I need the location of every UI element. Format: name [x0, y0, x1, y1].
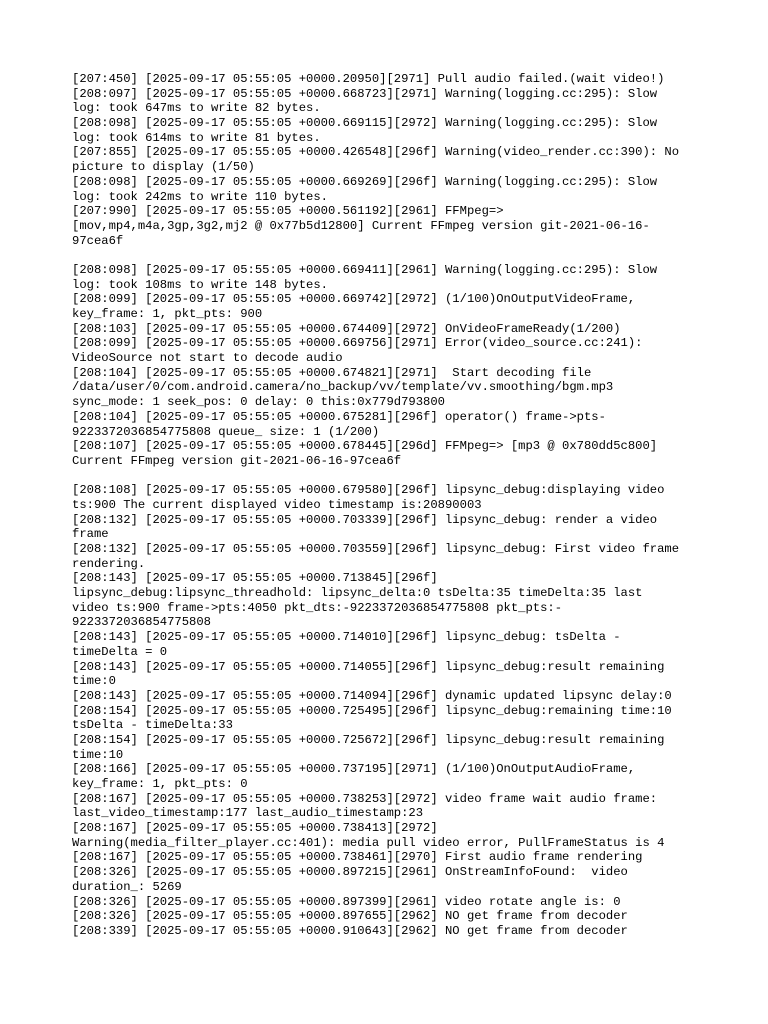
log-line: tsDelta - timeDelta:33: [72, 718, 233, 733]
log-line: [208:167] [2025-09-17 05:55:05 +0000.738461][2970] First audio frame rendering: [72, 850, 643, 865]
log-line: 9223372036854775808: [72, 615, 211, 630]
log-line: key_frame: 1, pkt_pts: 0: [72, 777, 248, 791]
log-line: lipsync_debug:lipsync_threadhold: lipsync_delta:0 tsDelta:35 timeDelta:35 last: [72, 586, 643, 601]
log-line: [208:103] [2025-09-17 05:55:05 +0000.674409][2972] OnVideoFrameReady(1/200): [72, 321, 621, 336]
log-line: [208:099] [2025-09-17 05:55:05 +0000.669756][2971] Error(video_source.cc:241):: [72, 336, 643, 351]
log-line: [208:167] [2025-09-17 05:55:05 +0000.738413][2972]: [72, 821, 438, 836]
log-line: [208:326] [2025-09-17 05:55:05 +0000.897399][2961] video rotate angle is: 0: [72, 894, 621, 909]
log-line: [208:104] [2025-09-17 05:55:05 +0000.675281][296f] operator() frame->pts-: [72, 409, 606, 424]
log-line: rendering.: [72, 556, 146, 571]
log-line: [208:154] [2025-09-17 05:55:05 +0000.725672][296f] lipsync_debug:result remaining: [72, 732, 665, 747]
log-line: [208:154] [2025-09-17 05:55:05 +0000.725495][296f] lipsync_debug:remaining time:10: [72, 703, 672, 718]
log-line: 97cea6f: [72, 233, 124, 248]
log-line: log: took 108ms to write 148 bytes.: [72, 277, 328, 292]
log-line: [208:104] [2025-09-17 05:55:05 +0000.674821][2971] Start decoding file: [72, 365, 592, 380]
log-line: [208:098] [2025-09-17 05:55:05 +0000.669269][296f] Warning(logging.cc:295): Slow: [72, 174, 658, 189]
log-line: log: took 647ms to write 82 bytes.: [72, 101, 321, 116]
log-line: [208:099] [2025-09-17 05:55:05 +0000.669742][2972] (1/100)OnOutputVideoFrame,: [72, 292, 636, 307]
log-line: [208:097] [2025-09-17 05:55:05 +0000.668723][2971] Warning(logging.cc:295): Slow: [72, 86, 658, 101]
log-line: [208:167] [2025-09-17 05:55:05 +0000.738253][2972] video frame wait audio frame:: [72, 791, 658, 806]
log-line: Current FFmpeg version git-2021-06-16-97cea6f: [72, 453, 402, 468]
log-line: log: took 242ms to write 110 bytes.: [72, 189, 328, 204]
log-line: [208:107] [2025-09-17 05:55:05 +0000.678445][296d] FFMpeg=> [mp3 @ 0x780dd5c800]: [72, 439, 658, 454]
log-line: time:0: [72, 674, 116, 689]
log-page: [72, 72, 712, 939]
log-line: Warning(media_filter_player.cc:401): media pull video error, PullFrameStatus is 4: [72, 835, 665, 850]
log-line: VideoSource not start to decode audio: [72, 351, 343, 366]
log-line: 9223372036854775808 queue_ size: 1 (1/200): [72, 424, 380, 439]
log-line: ts:900 The current displayed video timestamp is:20890003: [72, 497, 482, 512]
log-line: picture to display (1/50): [72, 160, 255, 175]
log-line: [207:855] [2025-09-17 05:55:05 +0000.426548][296f] Warning(video_render.cc:390): No: [72, 145, 680, 160]
log-line: [208:108] [2025-09-17 05:55:05 +0000.679580][296f] lipsync_debug:displaying video: [72, 483, 665, 498]
log-line: [208:143] [2025-09-17 05:55:05 +0000.714055][296f] lipsync_debug:result remaining: [72, 659, 665, 674]
blank-line: [72, 248, 712, 263]
blank-line: [72, 469, 712, 484]
log-line: [208:326] [2025-09-17 05:55:05 +0000.897655][2962] NO get frame from decoder: [72, 909, 628, 924]
log-line: [208:098] [2025-09-17 05:55:05 +0000.669115][2972] Warning(logging.cc:295): Slow: [72, 116, 658, 131]
log-line: [208:143] [2025-09-17 05:55:05 +0000.714010][296f] lipsync_debug: tsDelta -: [72, 630, 621, 645]
log-line: key_frame: 1, pkt_pts: 900: [72, 307, 263, 321]
log-line: last_video_timestamp:177 last_audio_timestamp:23: [72, 806, 424, 821]
log-line: log: took 614ms to write 81 bytes.: [72, 130, 321, 145]
log-line: sync_mode: 1 seek_pos: 0 delay: 0 this:0x779d793800: [72, 395, 445, 410]
log-line: [208:143] [2025-09-17 05:55:05 +0000.714094][296f] dynamic updated lipsync delay:0: [72, 688, 672, 703]
log-line: [208:339] [2025-09-17 05:55:05 +0000.910643][2962] NO get frame from decoder: [72, 923, 628, 938]
log-line: [208:132] [2025-09-17 05:55:05 +0000.703559][296f] lipsync_debug: First video frame: [72, 542, 680, 556]
log-line: frame: [72, 527, 109, 542]
log-line: duration_: 5269: [72, 879, 182, 894]
log-line: [208:132] [2025-09-17 05:55:05 +0000.703339][296f] lipsync_debug: render a video: [72, 512, 658, 527]
log-line: [207:450] [2025-09-17 05:55:05 +0000.20950][2971] Pull audio failed.(wait video!): [72, 72, 665, 86]
log-line: [207:990] [2025-09-17 05:55:05 +0000.561192][2961] FFMpeg=>: [72, 204, 504, 219]
log-line: /data/user/0/com.android.camera/no_backup/vv/template/vv.smoothing/bgm.mp3: [72, 380, 614, 395]
log-line: [mov,mp4,m4a,3gp,3g2,mj2 @ 0x77b5d12800] Current FFmpeg version git-2021-06-16-: [72, 218, 650, 233]
log-line: [208:166] [2025-09-17 05:55:05 +0000.737195][2971] (1/100)OnOutputAudioFrame,: [72, 762, 636, 777]
log-line: [208:326] [2025-09-17 05:55:05 +0000.897215][2961] OnStreamInfoFound: video: [72, 865, 628, 880]
log-line: [208:143] [2025-09-17 05:55:05 +0000.713845][296f]: [72, 571, 438, 586]
log-line: [208:098] [2025-09-17 05:55:05 +0000.669411][2961] Warning(logging.cc:295): Slow: [72, 262, 658, 277]
log-line: timeDelta = 0: [72, 644, 168, 659]
log-line: video ts:900 frame->pts:4050 pkt_dts:-9223372036854775808 pkt_pts:-: [72, 600, 563, 615]
log-line: time:10: [72, 747, 124, 762]
